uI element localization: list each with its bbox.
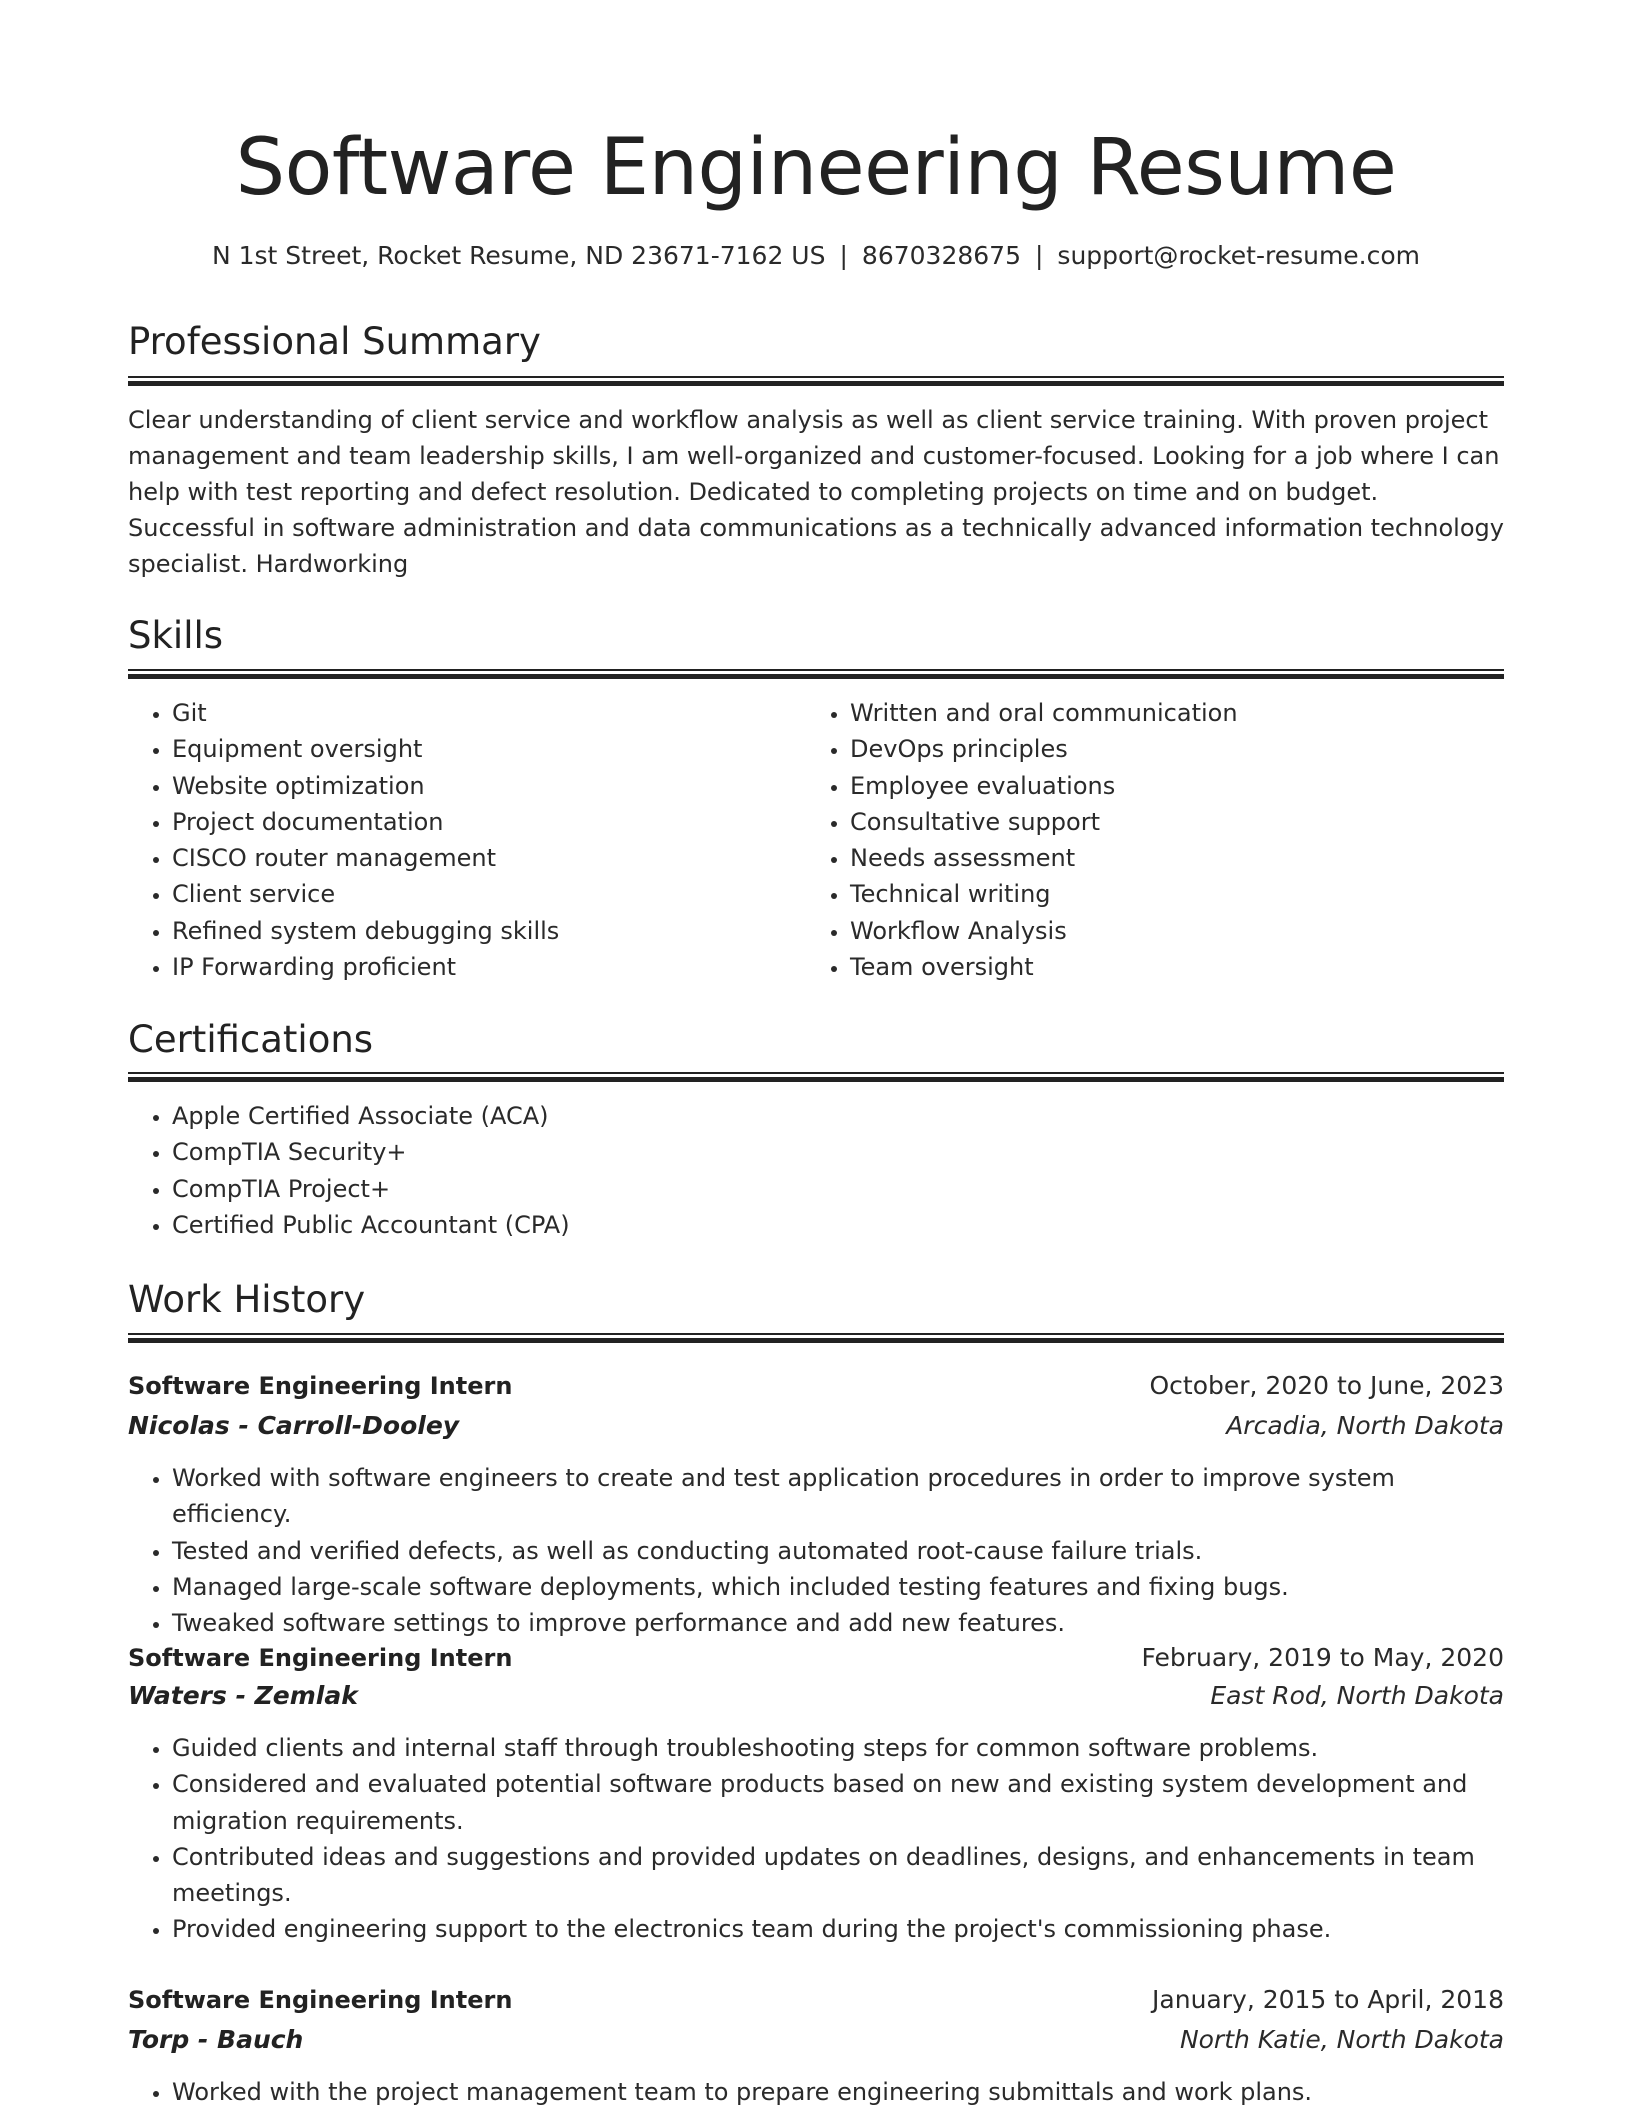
job-bullet-list <box>128 1730 1504 1948</box>
job-bullet-item: • Tweaked software settings to improve performance and add new features. <box>172 1605 1504 1641</box>
job-location: East Rod, North Dakota <box>1210 1681 1504 1710</box>
skill-item: • Website optimization <box>172 768 802 804</box>
summary-text: Clear understanding of client service and workflow analysis as well as client service training. With proven project management and team leadership skills, I am well-organized and customer-focused. Looking for a job where I can help with test reporting and defect resolution. Dedicated to completing projects on time and on budget. Successful in software administration and data communications as a technically advanced information technology specialist. Hardworking <box>128 406 1504 578</box>
job-bullet-list <box>128 1460 1504 1641</box>
resume-title: Software Engineering Resume <box>235 123 1397 213</box>
job-bullet-item: • Worked with software engineers to create and test application procedures in order to improve system efficiency. <box>172 1460 1504 1533</box>
job-bullet-item: • Guided clients and internal staff through troubleshooting steps for common software problems. <box>172 1730 1504 1766</box>
skill-item: • Employee evaluations <box>850 768 1530 804</box>
section-heading-skills: Skills <box>128 614 224 657</box>
certification-item: • Certified Public Accountant (CPA) <box>172 1207 1472 1243</box>
skills-list-right <box>806 695 1530 985</box>
job-bullet-item: • Managed large-scale software deployments, which included testing features and fixing bugs. <box>172 1569 1504 1605</box>
certification-item: • Apple Certified Associate (ACA) <box>172 1098 1472 1134</box>
contact-phone: 8670328675 <box>861 241 1021 270</box>
section-heading-certifications: Certifications <box>128 1018 374 1061</box>
skill-item: • Team oversight <box>850 949 1530 985</box>
section-divider <box>128 669 1504 679</box>
skill-item: • Workflow Analysis <box>850 913 1530 949</box>
skill-item: • Project documentation <box>172 804 802 840</box>
job-dates: January, 2015 to April, 2018 <box>1152 1985 1504 2014</box>
skill-item: • Equipment oversight <box>172 731 802 767</box>
certification-item: • CompTIA Project+ <box>172 1171 1472 1207</box>
section-divider <box>128 1333 1504 1343</box>
job-bullet-item: • Contributed ideas and suggestions and provided updates on deadlines, designs, and enhancements in team meetings. <box>172 1839 1504 1912</box>
job-bullet-item: • Worked with the project management team to prepare engineering submittals and work plans. <box>172 2074 1504 2110</box>
job-company: Torp - Bauch <box>128 2025 304 2054</box>
job-dates: February, 2019 to May, 2020 <box>1141 1643 1504 1672</box>
skill-item: • Needs assessment <box>850 840 1530 876</box>
job-title: Software Engineering Intern <box>128 1986 513 2014</box>
job-bullet-item: • Tested and verified defects, as well as conducting automated root-cause failure trials. <box>172 1533 1504 1569</box>
contact-address: N 1st Street, Rocket Resume, ND 23671-7162 US <box>211 241 826 270</box>
contact-line <box>128 238 1504 274</box>
skill-item: • Written and oral communication <box>850 695 1530 731</box>
skill-item: • Git <box>172 695 802 731</box>
section-divider <box>128 376 1504 386</box>
job-company: Waters - Zemlak <box>128 1681 358 1710</box>
section-heading-summary: Professional Summary <box>128 320 541 363</box>
job-title: Software Engineering Intern <box>128 1372 513 1400</box>
skill-item: • DevOps principles <box>850 731 1530 767</box>
job-title: Software Engineering Intern <box>128 1644 513 1672</box>
contact-separator: | <box>1034 241 1044 270</box>
job-company: Nicolas - Carroll-Dooley <box>128 1411 460 1440</box>
skill-item: • Technical writing <box>850 876 1530 912</box>
skill-item: • Consultative support <box>850 804 1530 840</box>
contact-separator: | <box>839 241 848 270</box>
skill-item: • Client service <box>172 876 802 912</box>
skill-item: • Refined system debugging skills <box>172 913 802 949</box>
skill-item: • IP Forwarding proficient <box>172 949 802 985</box>
skill-item: • CISCO router management <box>172 840 802 876</box>
section-heading-work-history: Work History <box>128 1278 366 1321</box>
job-bullet-list <box>128 2074 1504 2110</box>
certifications-list <box>128 1098 1472 1243</box>
job-bullet-item: • Provided engineering support to the electronics team during the project's commissioning phase. <box>172 1911 1504 1947</box>
job-location: Arcadia, North Dakota <box>1226 1411 1504 1440</box>
job-dates: October, 2020 to June, 2023 <box>1149 1371 1504 1400</box>
job-bullet-item: • Considered and evaluated potential software products based on new and existing system development and migration requirements. <box>172 1766 1504 1839</box>
job-location: North Katie, North Dakota <box>1179 2025 1504 2054</box>
contact-email[interactable]: support@rocket-resume.com <box>1057 241 1421 270</box>
certification-item: • CompTIA Security+ <box>172 1134 1472 1170</box>
skills-list-left <box>128 695 802 985</box>
section-divider <box>128 1072 1504 1082</box>
